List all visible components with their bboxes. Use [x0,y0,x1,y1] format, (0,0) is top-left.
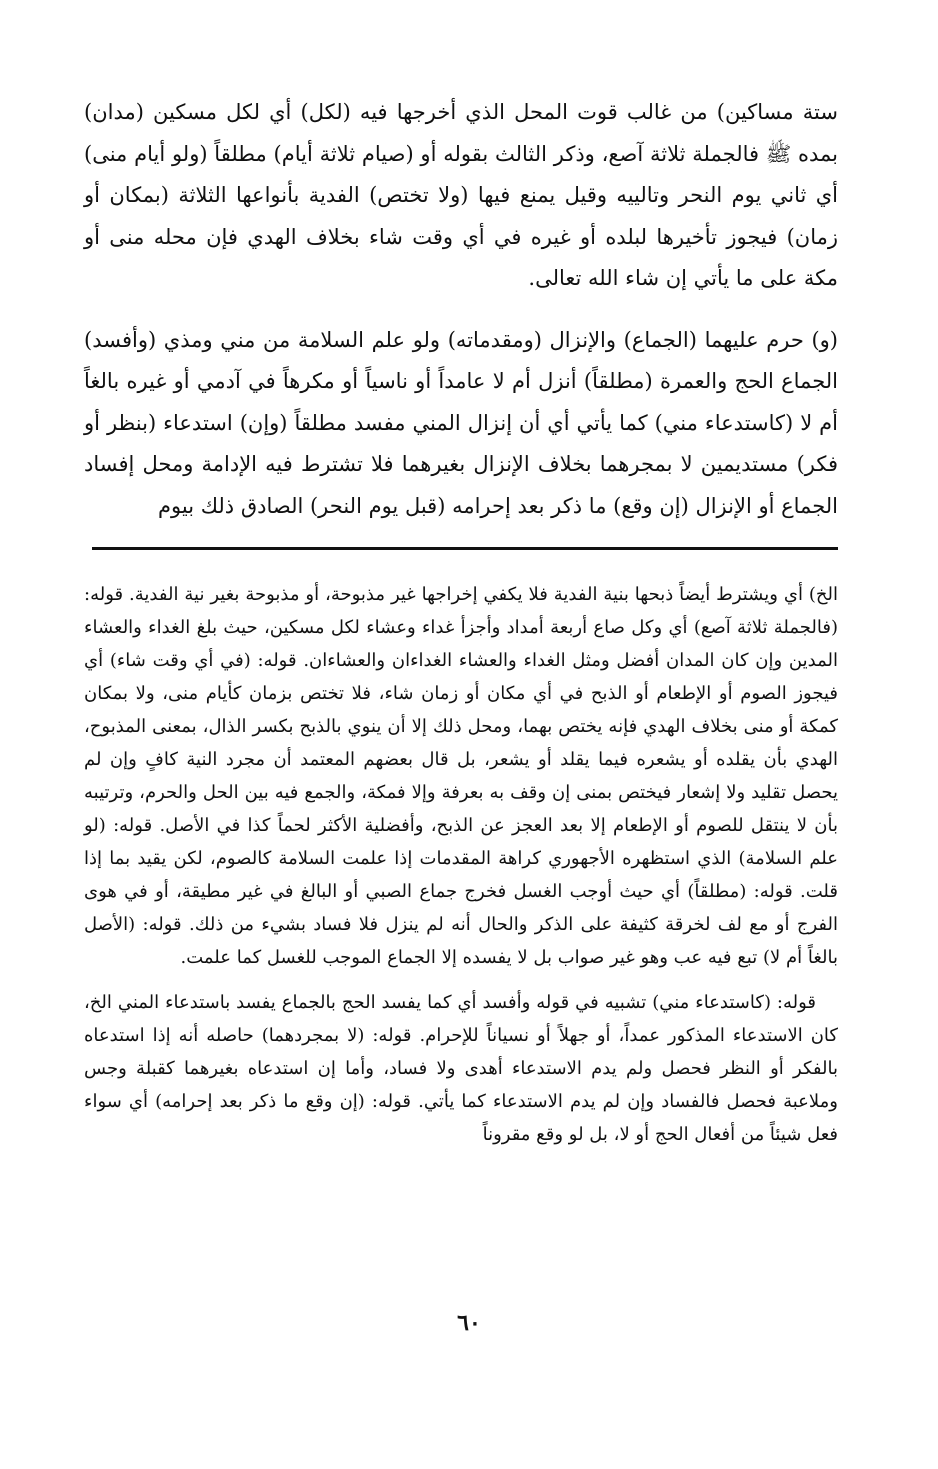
footnotes-block [84,578,838,1151]
main-text-block [84,92,838,527]
footnote-separator-rule [92,547,838,550]
page-number: ٦٠ [457,1310,481,1336]
footnote-paragraph-1: الخ) أي ويشترط أيضاً ذبحها بنية الفدية فلا يكفي إخراجها غير مذبوحة، أو مذبوحة بغير نية الفدية. قوله: (فالجملة ثلاثة آصع) أي وكل صاع أربعة أمداد وأجزأ غداء وعشاء لكل مسكين، حيث بلغ الغداء والعشاء المدين وإن كان المدان أفضل ومثل الغداء والعشاء الغداءان والعشاءان. قوله: (في أي وقت شاء) أي فيجوز الصوم أو الإطعام أو الذبح في أي مكان أو زمان شاء، فلا تختص بزمان كأيام منى، ولا بمكان كمكة أو منى بخلاف الهدي فإنه يختص بهما، ومحل ذلك إلا أن ينوي بالذبح بكسر الذال، بمعنى المذبوح، الهدي بأن يقلده أو يشعره فيما يقلد أو يشعر، بل قال بعضهم المعتمد أن مجرد النية كافٍ وإن لم يحصل تقليد ولا إشعار فيختص بمنى إن وقف به بعرفة وإلا فمكة، والجمع فيه بين الحل والحرم، وترتيبه بأن لا ينتقل للصوم أو الإطعام إلا بعد العجز عن الذبح، وأفضلية الأكثر لحماً كذا في الأصل. قوله: (لو علم السلامة) الذي استظهره الأجهوري كراهة المقدمات إذا علمت السلامة كالصوم، لكن يقيد بما إذا قلت. قوله: (مطلقاً) أي حيث أوجب الغسل فخرج جماع الصبي أو البالغ في غير مطيقة، أو في هوى الفرج أو مع لف لخرقة كثيفة على الذكر والحال أنه لم ينزل فلا فساد بشيء من ذلك. قوله: (الأصل بالغاً أم لا) تبع فيه عب وهو غير صواب بل لا يفسده إلا الجماع الموجب للغسل كما علمت. [84,584,838,968]
footnote-paragraph-2: قوله: (كاستدعاء مني) تشبيه في قوله وأفسد أي كما يفسد الحج بالجماع يفسد باستدعاء المني الخ، كان الاستدعاء المذكور عمداً، أو جهلاً أو نسياناً للإحرام. قوله: (لا بمجردهما) حاصله أنه إذا استدعاه بالفكر أو النظر فحصل ولم يدم الاستدعاء أهدى ولا فساد، وأما إن استدعاه بغيرهما كقبلة وجس وملاعبة فحصل فالفساد وإن لم يدم الاستدعاء كما يأتي. قوله: (إن وقع ما ذكر بعد إحرامه) أي سواء فعل شيئاً من أفعال الحج أو لا، بل لو وقع مقروناً [84,992,838,1145]
main-paragraph-1: ستة مساكين) من غالب قوت المحل الذي أخرجها فيه (لكل) أي لكل مسكين (مدان) بمده ﷺ فالجملة ثلاثة آصع، وذكر الثالث بقوله أو (صيام ثلاثة أيام) مطلقاً (ولو أيام منى) أي ثاني يوم النحر وتالييه وقيل يمنع فيها (ولا تختص) الفدية بأنواعها الثلاثة (بمكان أو زمان) فيجوز تأخيرها لبلده أو غيره في أي وقت شاء بخلاف الهدي فإن محله منى أو مكة على ما يأتي إن شاء الله تعالى. [84,100,838,290]
main-paragraph-2: (و) حرم عليهما (الجماع) والإنزال (ومقدماته) ولو علم السلامة من مني ومذي (وأفسد) الجماع الحج والعمرة (مطلقاً) أنزل أم لا عامداً أو ناسياً أو مكرهاً في آدمي أو غيره بالغاً أم لا (كاستدعاء مني) كما يأتي أي أن إنزال المني مفسد مطلقاً (وإن) استدعاء (بنظر أو فكر) مستديمين لا بمجرهما بخلاف الإنزال بغيرهما فلا تشترط فيه الإدامة ومحل إفساد الجماع أو الإنزال (إن وقع) ما ذكر بعد إحرامه (قبل يوم النحر) الصادق ذلك بيوم [84,327,838,518]
